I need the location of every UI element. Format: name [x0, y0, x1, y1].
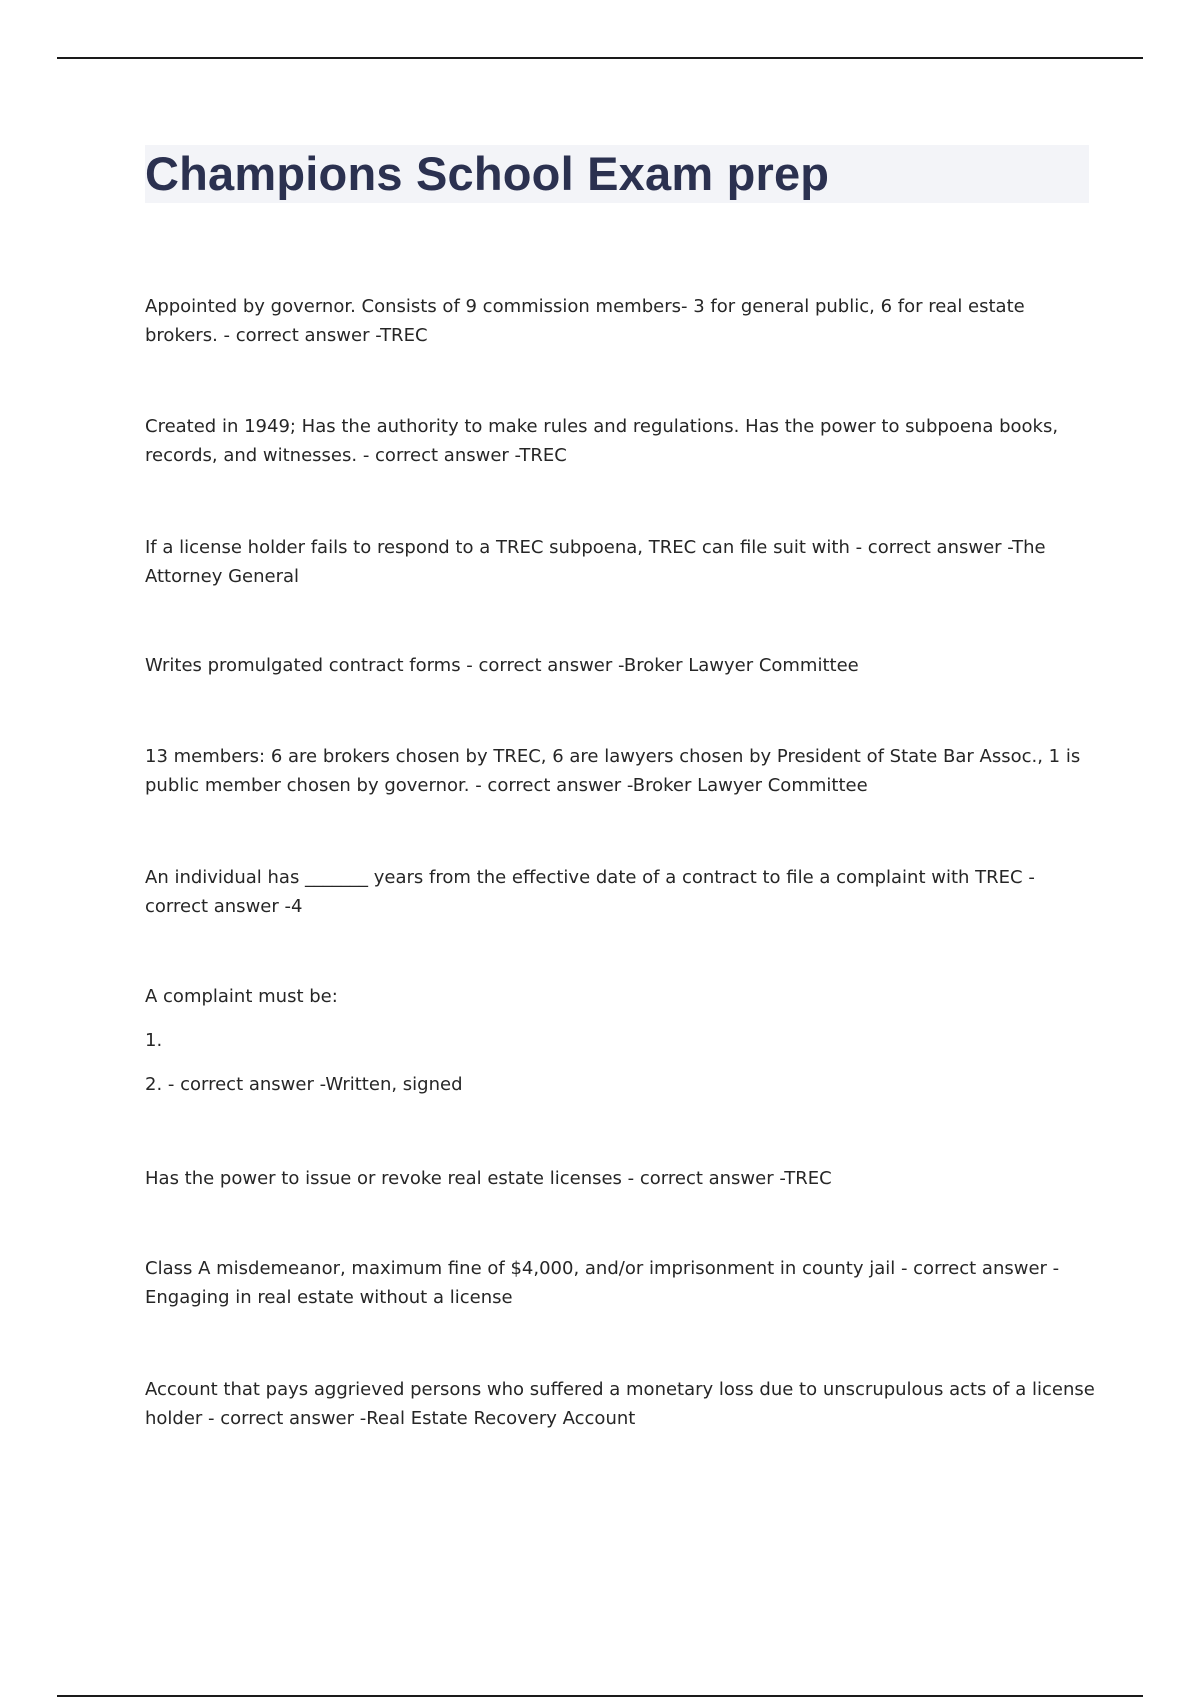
qa-item-8 — [145, 1164, 1095, 1193]
qa-item-1 — [145, 292, 1095, 350]
qa-item-2 — [145, 412, 1095, 470]
qa-text: Created in 1949; Has the authority to make rules and regulations. Has the power to subpoena books, records, and witnesses. - correct answer -TREC — [145, 416, 1059, 466]
qa-text: Class A misdemeanor, maximum fine of $4,000, and/or imprisonment in county jail - correct answer -Engaging in real estate without a license — [145, 1258, 1060, 1308]
top-rule — [57, 57, 1143, 59]
qa-item-9 — [145, 1254, 1095, 1312]
bottom-rule — [57, 1695, 1143, 1697]
qa-item-7 — [145, 982, 1095, 1099]
qa-item-10 — [145, 1375, 1095, 1433]
qa-text: Writes promulgated contract forms - correct answer -Broker Lawyer Committee — [145, 655, 859, 676]
page-title: Champions School Exam prep — [145, 147, 830, 200]
qa-line: 1. — [145, 1030, 163, 1051]
qa-line: 2. - correct answer -Written, signed — [145, 1074, 463, 1095]
qa-text: 13 members: 6 are brokers chosen by TREC, 6 are lawyers chosen by President of State Bar Assoc., 1 is public member chosen by governor. - correct answer -Broker Lawyer Committee — [145, 746, 1081, 796]
qa-text: If a license holder fails to respond to a TREC subpoena, TREC can file suit with - correct answer -The Attorney General — [145, 537, 1046, 587]
qa-item-6 — [145, 863, 1095, 921]
qa-item-3 — [145, 533, 1095, 591]
qa-text: Appointed by governor. Consists of 9 commission members- 3 for general public, 6 for real estate brokers. - correct answer -TREC — [145, 296, 1025, 346]
qa-line: A complaint must be: — [145, 986, 338, 1007]
qa-item-4 — [145, 651, 1095, 680]
qa-text: An individual has _______ years from the effective date of a contract to file a complaint with TREC - correct answer -4 — [145, 867, 1035, 917]
qa-item-5 — [145, 742, 1095, 800]
qa-text: Account that pays aggrieved persons who suffered a monetary loss due to unscrupulous acts of a license holder - correct answer -Real Estate Recovery Account — [145, 1379, 1095, 1429]
qa-text: Has the power to issue or revoke real estate licenses - correct answer -TREC — [145, 1168, 832, 1189]
